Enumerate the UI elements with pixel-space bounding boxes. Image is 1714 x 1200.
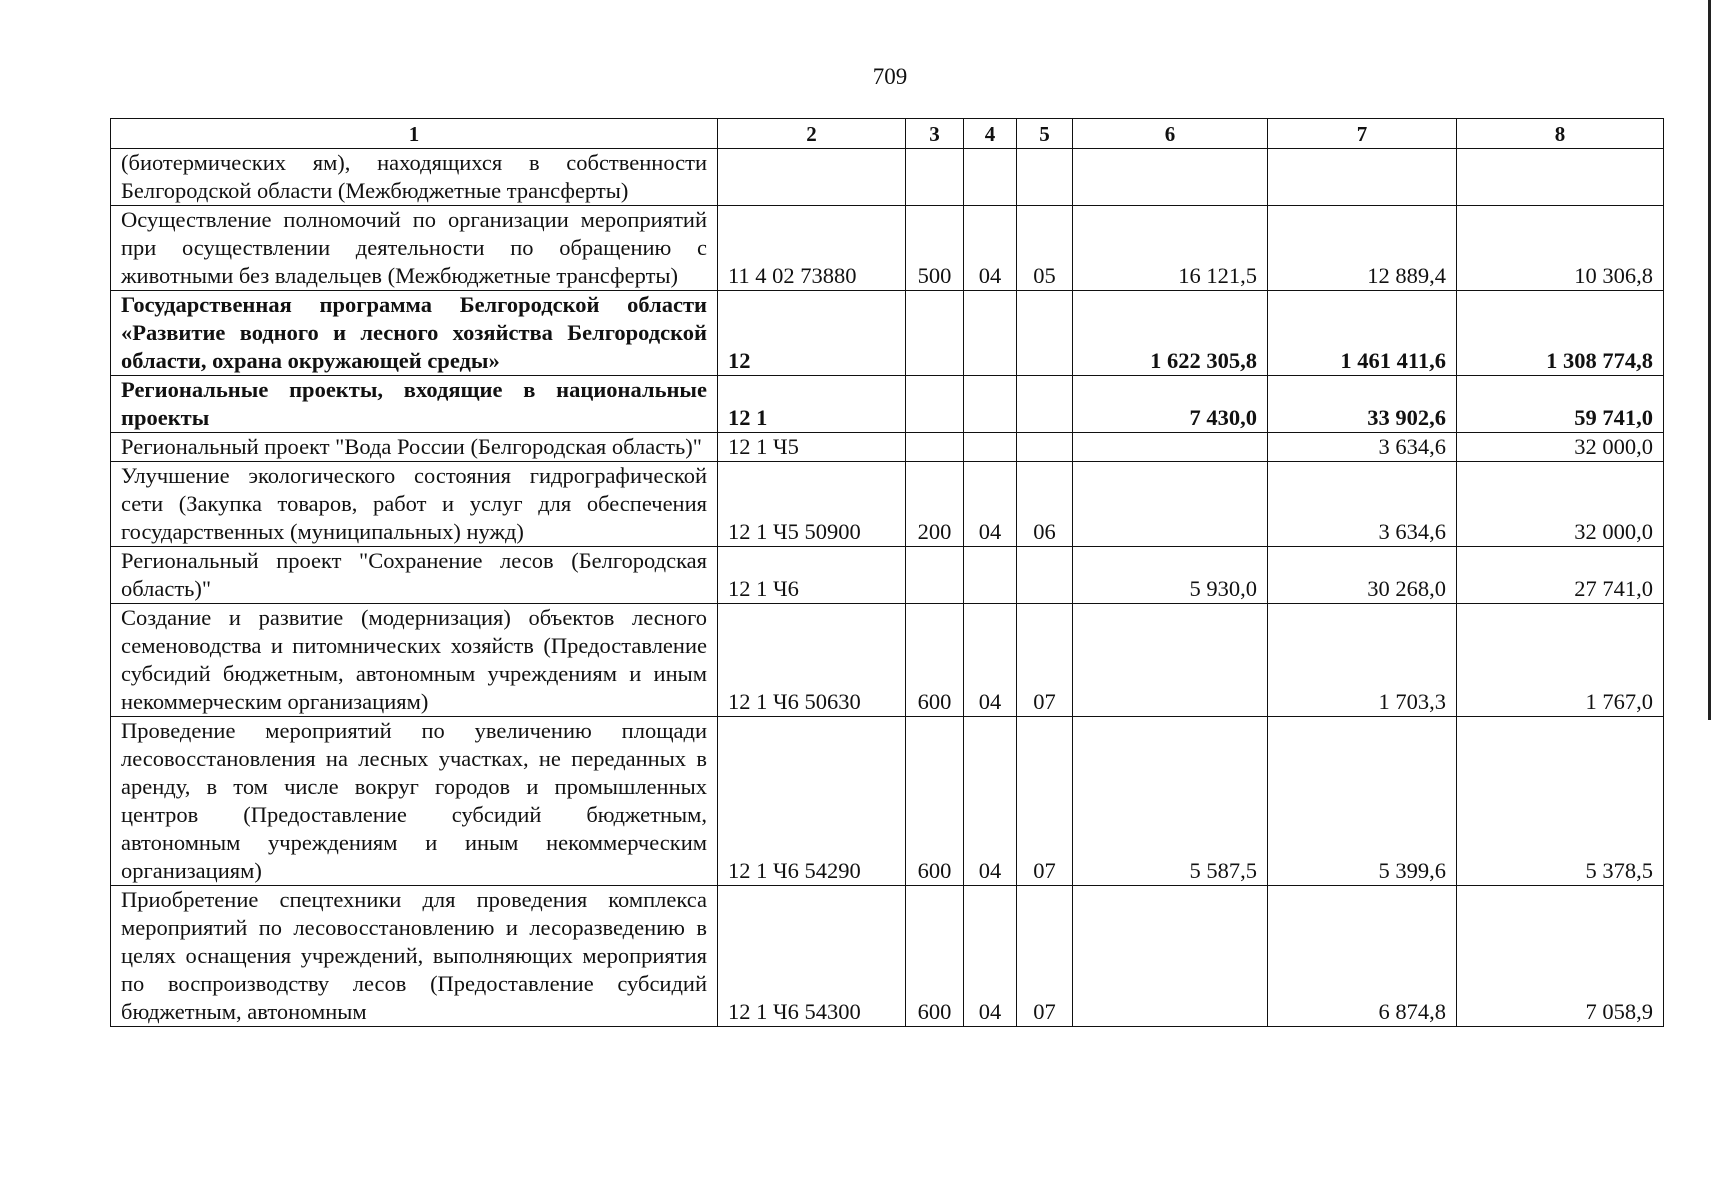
table-row: [111, 149, 1664, 206]
row-col-5: 06: [1017, 462, 1073, 547]
row-col-3: [906, 433, 964, 462]
header-col-6: 6: [1073, 119, 1268, 149]
row-col-3: [906, 291, 964, 376]
row-name: (биотермических ям), находящихся в собственности Белгородской области (Межбюджетные трансферты): [111, 149, 718, 206]
row-code: 12 1 Ч6: [718, 547, 906, 604]
row-name: Создание и развитие (модернизация) объектов лесного семеноводства и питомнических хозяйств (Предоставление субсидий бюджетным, автономным учреждениям и иным некоммерческим организациям): [111, 604, 718, 717]
row-code: [718, 149, 906, 206]
row-col-5: 05: [1017, 206, 1073, 291]
row-name: Государственная программа Белгородской области «Развитие водного и лесного хозяйства Белгородской области, охрана окружающей среды»: [111, 291, 718, 376]
table-row: [111, 206, 1664, 291]
row-name: Региональный проект "Вода России (Белгородская область)": [111, 433, 718, 462]
row-col-4: [964, 149, 1017, 206]
row-col-6: 5 587,5: [1073, 717, 1268, 886]
row-code: 12 1 Ч5: [718, 433, 906, 462]
row-col-4: 04: [964, 604, 1017, 717]
header-col-5: 5: [1017, 119, 1073, 149]
row-col-3: 500: [906, 206, 964, 291]
row-name: Проведение мероприятий по увеличению площади лесовосстановления на лесных участках, не переданных в аренду, в том числе вокруг городов и промышленных центров (Предоставление субсидий бюджетным, автономным учреждениям и иным некоммерческим организациям): [111, 717, 718, 886]
header-col-1: 1: [111, 119, 718, 149]
header-col-2: 2: [718, 119, 906, 149]
row-name: Региональный проект "Сохранение лесов (Белгородская область)": [111, 547, 718, 604]
scan-edge-line: [1708, 0, 1711, 720]
row-code: 12 1 Ч6 54300: [718, 886, 906, 1027]
row-col-5: [1017, 433, 1073, 462]
row-col-8: 5 378,5: [1457, 717, 1664, 886]
row-col-8: 59 741,0: [1457, 376, 1664, 433]
table-row: [111, 376, 1664, 433]
table-row: [111, 717, 1664, 886]
row-col-5: [1017, 291, 1073, 376]
row-col-7: 3 634,6: [1268, 433, 1457, 462]
row-col-7: 6 874,8: [1268, 886, 1457, 1027]
row-col-5: 07: [1017, 717, 1073, 886]
page-number: 709: [872, 64, 908, 89]
row-col-8: [1457, 149, 1664, 206]
row-col-8: 27 741,0: [1457, 547, 1664, 604]
row-col-6: 7 430,0: [1073, 376, 1268, 433]
row-col-8: 7 058,9: [1457, 886, 1664, 1027]
row-col-5: [1017, 149, 1073, 206]
row-code: 12: [718, 291, 906, 376]
row-col-3: [906, 547, 964, 604]
row-col-4: [964, 433, 1017, 462]
table-row: [111, 886, 1664, 1027]
header-col-4: 4: [964, 119, 1017, 149]
row-col-4: [964, 547, 1017, 604]
budget-table: [110, 118, 1664, 1027]
row-col-3: 600: [906, 604, 964, 717]
header-row: [111, 119, 1664, 149]
table-row: [111, 604, 1664, 717]
row-col-3: [906, 149, 964, 206]
header-col-8: 8: [1457, 119, 1664, 149]
row-col-3: 200: [906, 462, 964, 547]
row-col-5: 07: [1017, 886, 1073, 1027]
row-col-4: 04: [964, 206, 1017, 291]
row-col-7: 12 889,4: [1268, 206, 1457, 291]
row-col-6: [1073, 462, 1268, 547]
header-col-3: 3: [906, 119, 964, 149]
row-col-8: 10 306,8: [1457, 206, 1664, 291]
row-col-6: [1073, 433, 1268, 462]
row-col-3: 600: [906, 886, 964, 1027]
row-col-8: 1 767,0: [1457, 604, 1664, 717]
row-col-8: 1 308 774,8: [1457, 291, 1664, 376]
table-row: [111, 433, 1664, 462]
row-col-7: [1268, 149, 1457, 206]
table-row: [111, 462, 1664, 547]
row-col-4: [964, 291, 1017, 376]
row-col-8: 32 000,0: [1457, 462, 1664, 547]
row-code: 11 4 02 73880: [718, 206, 906, 291]
row-name: Улучшение экологического состояния гидрографической сети (Закупка товаров, работ и услуг для обеспечения государственных (муниципальных) нужд): [111, 462, 718, 547]
table-row: [111, 291, 1664, 376]
row-col-3: [906, 376, 964, 433]
row-col-6: [1073, 604, 1268, 717]
row-code: 12 1 Ч6 54290: [718, 717, 906, 886]
row-col-4: 04: [964, 886, 1017, 1027]
row-col-5: [1017, 376, 1073, 433]
row-col-7: 30 268,0: [1268, 547, 1457, 604]
row-col-6: 5 930,0: [1073, 547, 1268, 604]
row-name: Региональные проекты, входящие в национальные проекты: [111, 376, 718, 433]
row-code: 12 1 Ч6 50630: [718, 604, 906, 717]
table-row: [111, 547, 1664, 604]
row-name: Осуществление полномочий по организации мероприятий при осуществлении деятельности по обращению с животными без владельцев (Межбюджетные трансферты): [111, 206, 718, 291]
row-col-3: 600: [906, 717, 964, 886]
row-col-7: 3 634,6: [1268, 462, 1457, 547]
row-col-7: 5 399,6: [1268, 717, 1457, 886]
row-col-4: 04: [964, 717, 1017, 886]
header-col-7: 7: [1268, 119, 1457, 149]
row-col-4: [964, 376, 1017, 433]
row-code: 12 1: [718, 376, 906, 433]
row-col-6: [1073, 149, 1268, 206]
row-col-8: 32 000,0: [1457, 433, 1664, 462]
row-col-6: [1073, 886, 1268, 1027]
row-col-7: 1 461 411,6: [1268, 291, 1457, 376]
row-code: 12 1 Ч5 50900: [718, 462, 906, 547]
row-col-5: [1017, 547, 1073, 604]
row-name: Приобретение спецтехники для проведения комплекса мероприятий по лесовосстановлению и лесоразведению в целях оснащения учреждений, выполняющих мероприятия по воспроизводству лесов (Предоставление субсидий бюджетным, автономным: [111, 886, 718, 1027]
row-col-5: 07: [1017, 604, 1073, 717]
row-col-4: 04: [964, 462, 1017, 547]
row-col-6: 1 622 305,8: [1073, 291, 1268, 376]
row-col-6: 16 121,5: [1073, 206, 1268, 291]
row-col-7: 33 902,6: [1268, 376, 1457, 433]
row-col-7: 1 703,3: [1268, 604, 1457, 717]
